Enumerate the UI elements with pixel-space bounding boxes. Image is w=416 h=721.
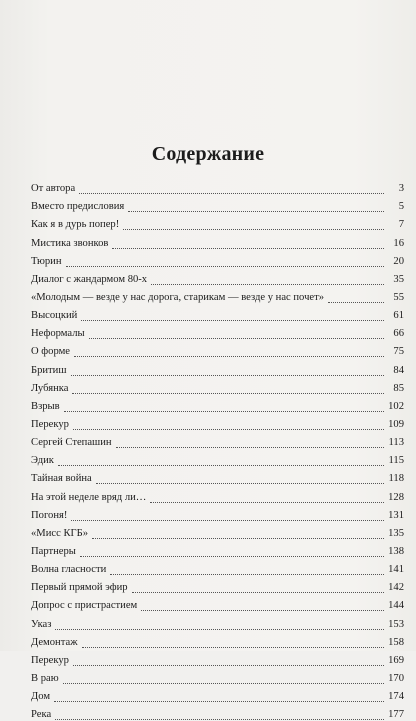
toc-entry	[31, 304, 404, 322]
dot-leader	[55, 709, 384, 720]
toc-entry-page: 85	[393, 382, 404, 394]
toc-entry-page: 174	[388, 691, 404, 703]
dot-leader	[80, 546, 384, 557]
toc-entry-page: 84	[393, 364, 404, 376]
toc-entry-page: 66	[393, 328, 404, 340]
toc-entry-page: 158	[388, 636, 404, 648]
dot-leader	[73, 419, 384, 430]
toc-entry-title: Бритиш	[31, 364, 67, 376]
toc-entry-page: 55	[393, 291, 404, 303]
toc-entry-page: 141	[388, 564, 404, 576]
dot-leader	[72, 383, 384, 394]
dot-leader	[64, 401, 384, 412]
toc-entry-title: Как я в дурь попер!	[31, 219, 120, 231]
dot-leader	[116, 437, 384, 448]
dot-leader	[63, 673, 384, 684]
dot-leader	[123, 219, 384, 230]
dot-leader	[150, 492, 384, 503]
toc-entry-page: 3	[398, 183, 404, 195]
toc-entry	[31, 649, 404, 667]
dot-leader	[66, 256, 385, 267]
toc-entry	[31, 177, 404, 195]
toc-entry-page: 113	[388, 437, 404, 449]
toc-entry-page: 144	[388, 600, 404, 612]
toc-entry-title: О форме	[31, 346, 71, 358]
toc-entry	[31, 612, 404, 630]
toc-entry	[31, 449, 404, 467]
toc-entry	[31, 667, 404, 685]
toc-entry-page: 5	[398, 201, 404, 213]
toc-entry-title: Тайная война	[31, 473, 92, 485]
toc-entry-page: 128	[388, 491, 404, 503]
dot-leader	[92, 528, 384, 539]
dot-leader	[71, 510, 384, 521]
toc-entry-title: Сергей Степашин	[31, 437, 112, 449]
toc-entry-title: Высоцкий	[31, 310, 78, 322]
dot-leader	[96, 473, 384, 484]
toc-entry	[31, 703, 404, 721]
toc-entry-page: 118	[388, 473, 404, 485]
toc-entry	[31, 504, 404, 522]
toc-entry-title: Вместо предисловия	[31, 201, 125, 213]
toc-entry-title: Эдик	[31, 455, 54, 467]
toc-entry-page: 61	[393, 310, 404, 322]
toc-entry-page: 142	[388, 582, 404, 594]
toc-entry-page: 135	[388, 527, 404, 539]
dot-leader	[151, 274, 384, 285]
toc-entry-title: Лубянка	[31, 382, 69, 394]
toc-entry-title: «Мисс КГБ»	[31, 527, 89, 539]
toc-entry	[31, 522, 404, 540]
dot-leader	[71, 365, 384, 376]
toc-entry-title: Волна гласности	[31, 564, 107, 576]
toc-entry	[31, 594, 404, 612]
toc-entry	[31, 540, 404, 558]
toc-entry	[31, 340, 404, 358]
toc-entry	[31, 558, 404, 576]
dot-leader	[81, 310, 384, 321]
table-of-contents	[31, 177, 404, 721]
toc-entry	[31, 268, 404, 286]
toc-entry	[31, 358, 404, 376]
dot-leader	[328, 292, 384, 303]
toc-entry-title: Тюрин	[31, 255, 62, 267]
toc-entry-page: 153	[388, 618, 404, 630]
toc-entry-title: Допрос с пристрастием	[31, 600, 138, 612]
dot-leader	[132, 582, 384, 593]
toc-entry-title: Перекур	[31, 654, 69, 666]
page-title: Содержание	[151, 143, 265, 165]
toc-entry	[31, 467, 404, 485]
toc-entry	[31, 231, 404, 249]
toc-entry-title: Река	[31, 709, 52, 721]
toc-entry-page: 102	[388, 400, 404, 412]
toc-entry-page: 75	[393, 346, 404, 358]
toc-entry-page: 138	[388, 545, 404, 557]
toc-entry-page: 35	[393, 273, 404, 285]
toc-entry	[31, 322, 404, 340]
toc-entry-page: 7	[398, 219, 404, 231]
toc-entry-title: Демонтаж	[31, 636, 78, 648]
toc-entry-title: Диалог с жандармом 80-х	[31, 273, 148, 285]
toc-entry	[31, 631, 404, 649]
dot-leader	[112, 238, 384, 249]
toc-entry-title: Партнеры	[31, 545, 76, 557]
dot-leader	[110, 564, 384, 575]
toc-entry	[31, 286, 404, 304]
dot-leader	[74, 346, 384, 357]
toc-entry	[31, 685, 404, 703]
toc-entry-page: 131	[388, 509, 404, 521]
toc-entry	[31, 195, 404, 213]
toc-entry-page: 177	[388, 709, 404, 721]
dot-leader	[89, 328, 384, 339]
toc-entry-title: На этой неделе вряд ли…	[31, 491, 147, 503]
toc-entry-title: Неформалы	[31, 328, 85, 340]
toc-entry-title: «Молодым — везде у нас дорога, старикам — везде у нас почет»	[31, 291, 325, 303]
toc-entry-title: Указ	[31, 618, 52, 630]
toc-entry	[31, 377, 404, 395]
dot-leader	[73, 655, 384, 666]
toc-entry-title: Взрыв	[31, 400, 60, 412]
toc-entry-title: В раю	[31, 672, 59, 684]
toc-entry-page: 16	[393, 237, 404, 249]
dot-leader	[79, 183, 384, 194]
toc-entry	[31, 576, 404, 594]
toc-entry-page: 109	[388, 418, 404, 430]
dot-leader	[58, 455, 384, 466]
toc-entry-title: Мистика звонков	[31, 237, 109, 249]
dot-leader	[82, 637, 384, 648]
toc-entry-title: Погоня!	[31, 509, 68, 521]
toc-entry-title: Дом	[31, 691, 51, 703]
dot-leader	[128, 201, 384, 212]
toc-entry-page: 169	[388, 654, 404, 666]
toc-entry-page: 115	[388, 455, 404, 467]
toc-entry-page: 20	[393, 255, 404, 267]
dot-leader	[54, 691, 384, 702]
toc-entry	[31, 213, 404, 231]
toc-entry	[31, 413, 404, 431]
toc-entry	[31, 250, 404, 268]
toc-entry	[31, 485, 404, 503]
toc-entry-title: Перекур	[31, 418, 69, 430]
toc-entry	[31, 431, 404, 449]
dot-leader	[55, 619, 384, 630]
toc-entry-title: От автора	[31, 183, 76, 195]
toc-entry-title: Первый прямой эфир	[31, 582, 128, 594]
toc-entry	[31, 395, 404, 413]
toc-entry-page: 170	[388, 672, 404, 684]
dot-leader	[141, 600, 384, 611]
